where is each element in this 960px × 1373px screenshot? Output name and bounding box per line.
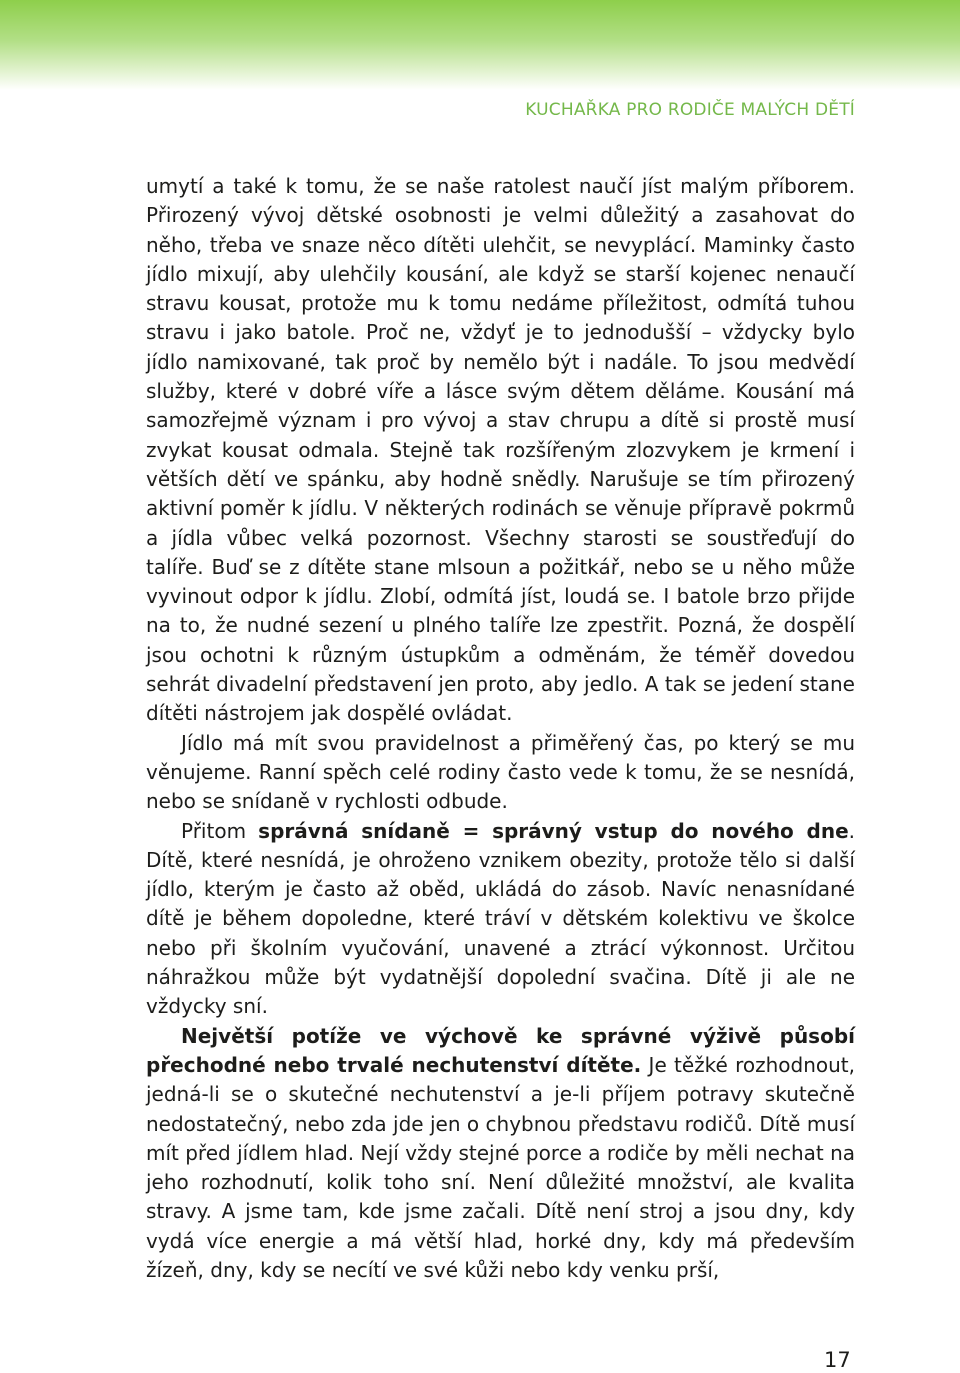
paragraph-3-rest: . Dítě, které nesnídá, je ohroženo vznikem obezity, protože tělo si další jídlo, kterým je často až oběd, ukládá do zásob. Navíc nenasnídané dítě je během dopoledne, které tráví v dětském kolektivu ve školce nebo při školním vyučování, unavené a ztrácí výkonnost. Určitou náhražkou může být vydatnější dopolední svačina. Dítě ji ale ne vždycky sní. xyxy=(146,818,855,1019)
paragraph-3 xyxy=(146,817,855,1022)
paragraph-4 xyxy=(146,1022,855,1286)
top-green-band xyxy=(0,0,960,90)
running-header-book-title: KUCHAŘKA PRO RODIČE MALÝCH DĚTÍ xyxy=(525,100,855,120)
paragraph-4-rest: Je těžké rozhodnout, jedná-li se o skutečné nechutenství a je-li příjem potravy skutečně nedostatečný, nebo zda jde jen o chybnou představu rodičů. Dítě musí mít před jídlem hlad. Nejí vždy stejné porce a rodiče by měli nechat na jeho rozhodnutí, kolik toho sní. Není důležité množství, ale kvalita stravy. A jsme tam, kde jsme začali. Dítě není stroj a jsou dny, kdy vydá více energie a má větší hlad, horké dny, kdy má především žízeň, dny, kdy se necítí ve své kůži nebo kdy venku prší, xyxy=(146,1052,856,1282)
paragraph-2-text: Jídlo má mít svou pravidelnost a přiměřený čas, po který se mu věnujeme. Ranní spěch celé rodiny často vede k tomu, že se nesnídá, nebo se snídaně v rychlosti odbude. xyxy=(146,730,855,814)
paragraph-4-emphasis: Největší potíže ve výchově ke správné výživě působí přechodné nebo trvalé nechutenství dítěte. xyxy=(146,1023,855,1077)
paragraph-3-emphasis: správná snídaně = správný vstup do nového dne xyxy=(258,818,849,843)
paragraph-1 xyxy=(146,172,855,729)
paragraph-3-lead: Přitom xyxy=(181,818,259,843)
page-number: 17 xyxy=(824,1348,851,1372)
paragraph-1-text: umytí a také k tomu, že se naše ratolest naučí jíst malým příborem. Přirozený vývoj dětské osobnosti je velmi důležitý a zasahovat do něho, třeba ve snaze něco dítěti ulehčit, se nevyplácí. Maminky často jídlo mixují, aby ulehčily kousání, ale když se starší kojenec nenaučí stravu kousat, protože mu k tomu nedáme příležitost, odmítá tuhou stravu i jako batole. Proč ne, vždyť je to jednodušší – vždycky bylo jídlo namixované, tak proč by nemělo být i nadále. To jsou medvědí služby, které v dobré víře a lásce svým dětem děláme. Kousání má samozřejmě význam i pro vývoj a stav chrupu a dítě si prostě musí zvykat kousat odmala. Stejně tak rozšířeným zlozvykem je krmení i větších dětí ve spánku, aby hodně snědly. Narušuje se tím přirozený aktivní poměr k jídlu. V některých rodinách se věnuje přípravě pokrmů a jídla vůbec velká pozornost. Všechny starosti se soustřeďují do talíře. Buď se z dítěte stane mlsoun a požitkář, nebo se u něho může vyvinout odpor k jídlu. Zlobí, odmítá jíst, loudá se. I batole brzo přijde na to, že nudné sezení u plného talíře lze zpestřit. Pozná, že dospělí jsou ochotni k různým ústupkům a odměnám, že téměř dovedou sehrát divadelní představení jen proto, aby jedlo. A tak se jedení stane dítěti nástrojem jak dospělé ovládat. xyxy=(146,174,855,726)
page-body xyxy=(146,172,855,1285)
paragraph-2 xyxy=(146,729,855,817)
